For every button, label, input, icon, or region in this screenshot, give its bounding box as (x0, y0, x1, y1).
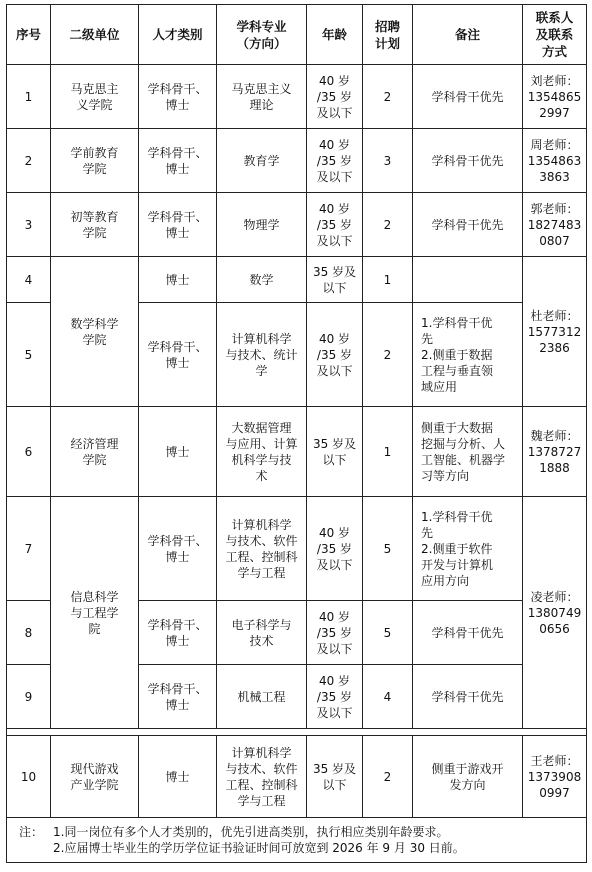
gap-cell (7, 729, 587, 736)
subject-line: 计算机科学 (231, 745, 292, 760)
row-subject (217, 129, 307, 193)
row-plan: 2 (363, 65, 413, 129)
contact-phone: 3863 (539, 169, 570, 184)
row-age (307, 193, 363, 257)
header-remark: 备注 (413, 5, 523, 65)
remark-line: 侧重于大数据 (421, 420, 494, 435)
table-row (7, 257, 587, 303)
age-line: /35 岁 (316, 689, 353, 704)
talent-line: 博士 (165, 633, 190, 648)
row-unit (51, 497, 139, 729)
row-talent (139, 407, 217, 497)
row-remark (413, 65, 523, 129)
header-plan-line2: 计划 (374, 35, 400, 51)
row-plan: 4 (363, 665, 413, 729)
remark-line: 2.侧重于数据 (421, 347, 493, 362)
row-plan: 2 (363, 193, 413, 257)
remark-line: 侧重于游戏开 (431, 761, 504, 776)
subject-line: 技术 (249, 633, 274, 648)
contact-phone: 1888 (539, 460, 570, 475)
subject-line: 学与工程 (237, 565, 286, 580)
talent-line: 学科骨干、 (147, 681, 208, 696)
subject-line: 与应用、计算 (225, 436, 298, 451)
row-remark (413, 601, 523, 665)
header-contact-line2: 及联系 (535, 27, 574, 42)
row-talent (139, 665, 217, 729)
contact-phone: 1354865 (527, 89, 582, 104)
contact-phone: 1827483 (527, 217, 582, 232)
contact-phone: 1577312 (527, 324, 582, 339)
contact-phone: 1380749 (527, 605, 582, 620)
row-subject (217, 193, 307, 257)
row-index: 8 (7, 601, 51, 665)
row-subject (217, 497, 307, 601)
row-unit (51, 407, 139, 497)
talent-line: 博士 (165, 161, 190, 176)
age-line: 及以下 (316, 363, 353, 378)
row-remark (413, 193, 523, 257)
age-line: /35 岁 (316, 541, 353, 556)
age-line: 35 岁及 (312, 761, 357, 776)
row-unit (51, 193, 139, 257)
contact-phone: 0807 (539, 233, 570, 248)
header-index: 序号 (7, 5, 51, 65)
row-index: 10 (7, 736, 51, 818)
remark-line: 学科骨干优先 (431, 153, 504, 168)
row-remark (413, 665, 523, 729)
table-row (7, 65, 587, 129)
row-contact (523, 257, 587, 407)
remark-line: 先 (421, 525, 434, 540)
talent-line: 学科骨干、 (147, 339, 208, 354)
age-line: 40 岁 (318, 525, 351, 540)
row-subject (217, 65, 307, 129)
row-plan: 2 (363, 736, 413, 818)
table-gap (7, 729, 587, 736)
remark-line: 应用方向 (421, 573, 470, 588)
row-plan: 5 (363, 497, 413, 601)
remark-line: 1.学科骨干优 (421, 509, 493, 524)
row-age (307, 407, 363, 497)
subject-line: 马克思主义 (231, 81, 292, 96)
row-contact (523, 129, 587, 193)
row-talent (139, 257, 217, 303)
row-remark (413, 257, 523, 303)
age-line: 35 岁及 (312, 436, 357, 451)
subject-line: 计算机科学 (231, 517, 292, 532)
age-line: 及以下 (316, 105, 353, 120)
contact-name: 郭老师： (530, 201, 579, 216)
row-subject (217, 665, 307, 729)
row-contact (523, 736, 587, 818)
age-line: 及以下 (316, 169, 353, 184)
table-row (7, 497, 587, 601)
row-unit (51, 736, 139, 818)
row-subject (217, 257, 307, 303)
header-contact-line1: 联系人 (535, 10, 574, 25)
age-line: 以下 (322, 452, 347, 467)
unit-line: 学院 (82, 452, 107, 467)
remark-line: 开发与计算机 (421, 557, 494, 572)
row-plan: 1 (363, 407, 413, 497)
row-plan: 2 (363, 303, 413, 407)
age-line: 40 岁 (318, 137, 351, 152)
unit-line: 产业学院 (70, 777, 119, 792)
row-index: 7 (7, 497, 51, 601)
talent-line: 学科骨干、 (147, 81, 208, 96)
age-line: 40 岁 (318, 73, 351, 88)
table-row (7, 736, 587, 818)
row-age (307, 65, 363, 129)
row-talent (139, 303, 217, 407)
contact-phone: 2386 (539, 340, 570, 355)
notes-cell (7, 818, 587, 863)
subject-line: 教育学 (243, 153, 280, 168)
age-line: 以下 (322, 777, 347, 792)
header-plan (363, 5, 413, 65)
talent-line: 博士 (165, 697, 190, 712)
subject-line: 学 (255, 363, 268, 378)
notes-row (7, 818, 587, 863)
unit-line: 信息科学 (70, 589, 119, 604)
row-talent (139, 193, 217, 257)
header-age: 年龄 (307, 5, 363, 65)
subject-line: 与技术、软件 (225, 761, 298, 776)
contact-name: 周老师： (530, 137, 579, 152)
subject-line: 计算机科学 (231, 331, 292, 346)
contact-phone: 1378727 (527, 444, 582, 459)
contact-name: 王老师： (530, 753, 579, 768)
unit-line: 学院 (82, 161, 107, 176)
row-index: 2 (7, 129, 51, 193)
header-contact (523, 5, 587, 65)
unit-line: 院 (88, 621, 101, 636)
age-line: 及以下 (316, 557, 353, 572)
header-row (7, 5, 587, 65)
row-remark (413, 303, 523, 407)
row-talent (139, 129, 217, 193)
contact-name: 刘老师： (530, 73, 579, 88)
talent-line: 博士 (165, 769, 190, 784)
header-unit: 二级单位 (51, 5, 139, 65)
talent-line: 学科骨干、 (147, 617, 208, 632)
row-index: 9 (7, 665, 51, 729)
row-subject (217, 736, 307, 818)
row-age (307, 665, 363, 729)
subject-line: 数学 (249, 272, 274, 287)
row-unit (51, 65, 139, 129)
talent-line: 博士 (165, 225, 190, 240)
contact-name: 杜老师： (530, 308, 579, 323)
row-plan: 1 (363, 257, 413, 303)
row-remark (413, 736, 523, 818)
row-talent (139, 736, 217, 818)
subject-line: 理论 (249, 97, 274, 112)
talent-line: 学科骨干、 (147, 533, 208, 548)
subject-line: 与技术、软件 (225, 533, 298, 548)
row-index: 3 (7, 193, 51, 257)
header-subject (217, 5, 307, 65)
remark-line: 发方向 (449, 777, 486, 792)
remark-line: 域应用 (421, 379, 458, 394)
remark-line: 挖掘与分析、人 (421, 436, 506, 451)
remark-line: 工程与垂直领 (421, 363, 494, 378)
subject-line: 工程、控制科 (225, 777, 298, 792)
table-row (7, 129, 587, 193)
row-unit (51, 129, 139, 193)
subject-line: 术 (255, 468, 268, 483)
row-contact (523, 407, 587, 497)
contact-phone: 0997 (539, 785, 570, 800)
unit-line: 马克思主 (70, 81, 119, 96)
contact-phone: 1373908 (527, 769, 582, 784)
row-subject (217, 601, 307, 665)
table-row (7, 407, 587, 497)
subject-line: 与技术、统计 (225, 347, 298, 362)
remark-line: 学科骨干优先 (431, 689, 504, 704)
subject-line: 机械工程 (237, 689, 286, 704)
row-talent (139, 601, 217, 665)
talent-line: 博士 (165, 355, 190, 370)
header-contact-line3: 方式 (541, 44, 567, 59)
remark-line: 2.侧重于软件 (421, 541, 493, 556)
table-row (7, 193, 587, 257)
subject-line: 物理学 (243, 217, 280, 232)
age-line: /35 岁 (316, 625, 353, 640)
row-talent (139, 497, 217, 601)
remark-line: 先 (421, 331, 434, 346)
row-subject (217, 303, 307, 407)
remark-line: 1.学科骨干优 (421, 315, 493, 330)
note-text-2: 2.应届博士毕业生的学历学位证书验证时间可放宽到 2026 年 9 月 30 日前。 (53, 841, 465, 855)
header-talent: 人才类别 (139, 5, 217, 65)
row-age (307, 601, 363, 665)
age-line: 35 岁及 (312, 264, 357, 279)
contact-phone: 0656 (539, 621, 570, 636)
subject-line: 大数据管理 (231, 420, 292, 435)
unit-line: 经济管理 (70, 436, 119, 451)
unit-line: 学前教育 (70, 145, 119, 160)
row-plan: 5 (363, 601, 413, 665)
age-line: /35 岁 (316, 347, 353, 362)
contact-phone: 1354863 (527, 153, 582, 168)
age-line: /35 岁 (316, 217, 353, 232)
row-remark (413, 407, 523, 497)
row-index: 1 (7, 65, 51, 129)
row-contact (523, 497, 587, 729)
subject-line: 工程、控制科 (225, 549, 298, 564)
talent-line: 学科骨干、 (147, 145, 208, 160)
age-line: 及以下 (316, 705, 353, 720)
row-age (307, 497, 363, 601)
row-age (307, 257, 363, 303)
subject-line: 电子科学与 (231, 617, 292, 632)
unit-line: 初等教育 (70, 209, 119, 224)
unit-line: 学院 (82, 225, 107, 240)
subject-line: 学与工程 (237, 793, 286, 808)
talent-line: 博士 (165, 549, 190, 564)
age-line: 40 岁 (318, 201, 351, 216)
header-subject-line1: 学科专业 (236, 18, 287, 34)
row-index: 6 (7, 407, 51, 497)
remark-line: 习等方向 (421, 468, 470, 483)
contact-name: 魏老师： (530, 428, 579, 443)
talent-line: 学科骨干、 (147, 209, 208, 224)
age-line: 以下 (322, 280, 347, 295)
contact-phone: 2997 (539, 105, 570, 120)
row-talent (139, 65, 217, 129)
header-subject-line2: （方向） (236, 35, 287, 51)
age-line: /35 岁 (316, 153, 353, 168)
talent-line: 博士 (165, 272, 190, 287)
age-line: 40 岁 (318, 331, 351, 346)
age-line: 及以下 (316, 233, 353, 248)
row-index: 5 (7, 303, 51, 407)
age-line: 40 岁 (318, 609, 351, 624)
row-subject (217, 407, 307, 497)
remark-line: 学科骨干优先 (431, 89, 504, 104)
unit-line: 学院 (82, 332, 107, 347)
unit-line: 数学科学 (70, 316, 119, 331)
row-unit (51, 257, 139, 407)
talent-line: 博士 (165, 444, 190, 459)
subject-line: 机科学与技 (231, 452, 292, 467)
remark-line: 学科骨干优先 (431, 625, 504, 640)
remark-line: 工智能、机器学 (421, 452, 506, 467)
age-line: /35 岁 (316, 89, 353, 104)
row-index: 4 (7, 257, 51, 303)
unit-line: 现代游戏 (70, 761, 119, 776)
unit-line: 与工程学 (70, 605, 119, 620)
row-remark (413, 129, 523, 193)
row-remark (413, 497, 523, 601)
row-contact (523, 65, 587, 129)
row-age (307, 129, 363, 193)
row-contact (523, 193, 587, 257)
recruitment-table (6, 4, 587, 863)
row-plan: 3 (363, 129, 413, 193)
row-age (307, 303, 363, 407)
header-plan-line1: 招聘 (374, 18, 400, 34)
note-line-1 (19, 824, 574, 840)
remark-line: 学科骨干优先 (431, 217, 504, 232)
contact-name: 凌老师： (530, 589, 579, 604)
age-line: 及以下 (316, 641, 353, 656)
unit-line: 义学院 (76, 97, 113, 112)
note-text-1: 1.同一岗位有多个人才类别的，优先引进高类别，执行相应类别年龄要求。 (53, 825, 449, 839)
note-prefix: 注： (19, 825, 44, 839)
age-line: 40 岁 (318, 673, 351, 688)
row-age (307, 736, 363, 818)
talent-line: 博士 (165, 97, 190, 112)
